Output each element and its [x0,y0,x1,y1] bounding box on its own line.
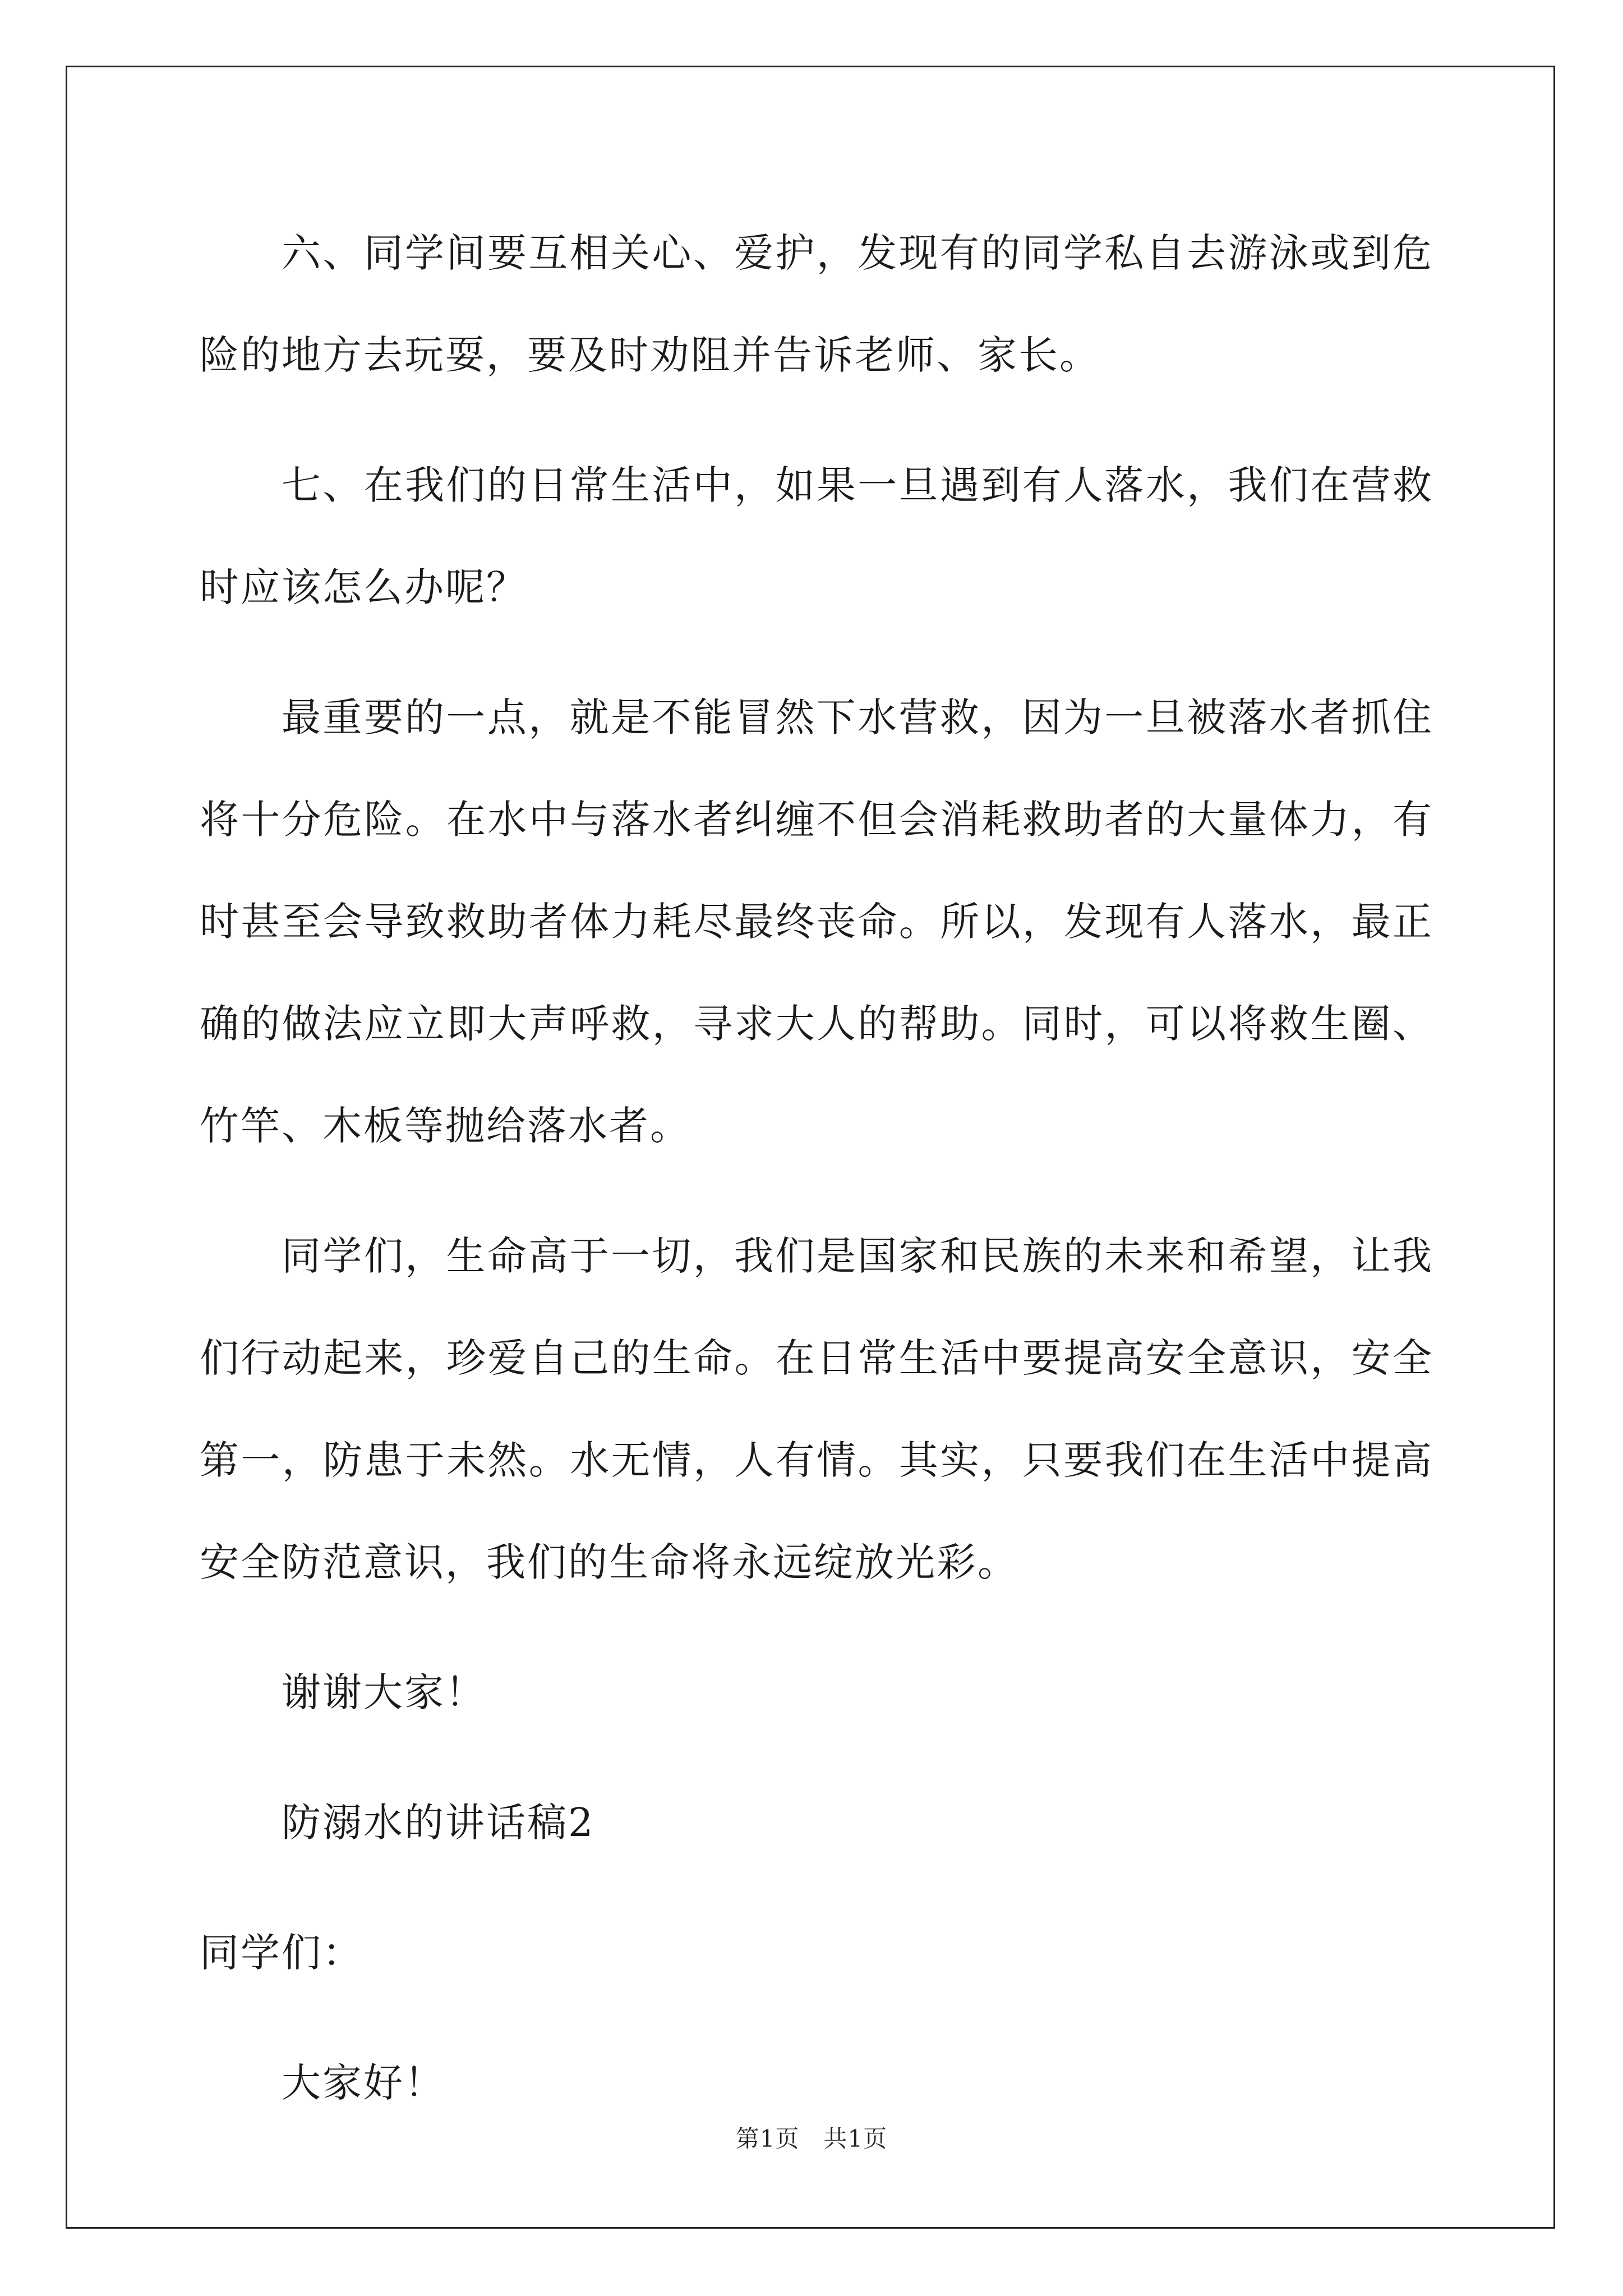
paragraph-rule-seven: 七、在我们的日常生活中，如果一旦遇到有人落水，我们在营救时应该怎么办呢？ [200,462,1433,610]
greeting: 大家好！ [282,2060,445,2106]
paragraph-rule-six: 六、同学间要互相关心、爱护，发现有的同学私自去游泳或到危险的地方去玩耍，要及时劝阻并告诉老师、家长。 [200,230,1433,378]
section-title: 防溺水的讲话稿2 [282,1800,595,1846]
paragraph-rescue-advice: 最重要的一点，就是不能冒然下水营救，因为一旦被落水者抓住将十分危险。在水中与落水者纠缠不但会消耗救助者的大量体力，有时甚至会导致救助者体力耗尽最终丧命。所以，发现有人落水，最正确的做法应立即大声呼救，寻求大人的帮助。同时，可以将救生圈、竹竿、木板等抛给落水者。 [200,694,1433,1149]
salutation: 同学们： [200,1930,363,1976]
document-body [200,202,1433,2134]
page-footer: 第1页 共1页 [735,2125,888,2152]
paragraph-conclusion: 同学们，生命高于一切，我们是国家和民族的未来和希望，让我们行动起来，珍爱自己的生命。在日常生活中要提高安全意识，安全第一，防患于未然。水无情，人有情。其实，只要我们在生活中提高安全防范意识，我们的生命将永远绽放光彩。 [200,1233,1433,1585]
paragraph-thanks: 谢谢大家！ [282,1669,486,1715]
